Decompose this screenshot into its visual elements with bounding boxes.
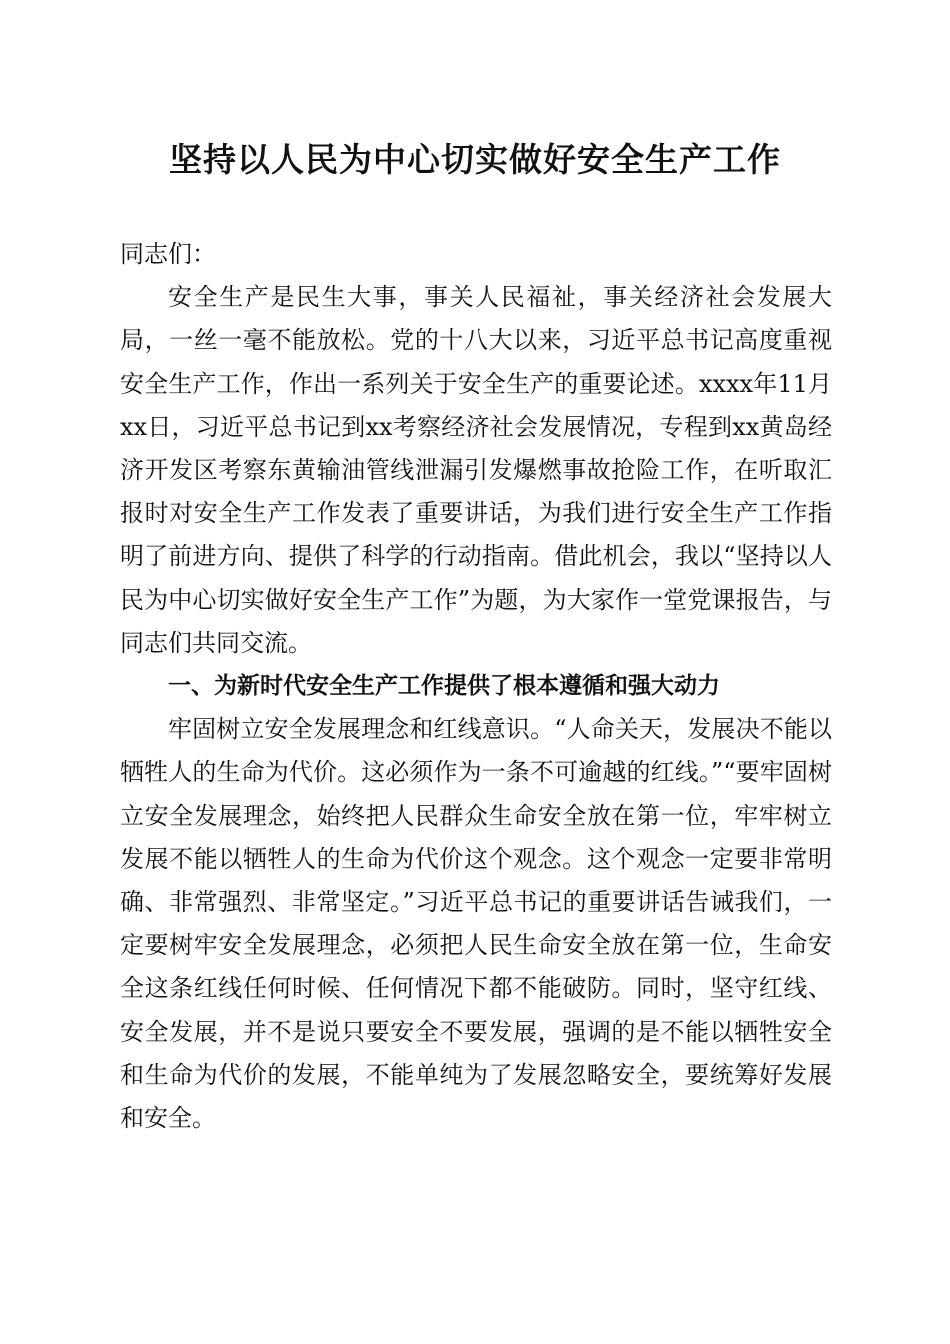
salutation: 同志们： xyxy=(120,240,216,268)
intro-paragraph: 安全生产是民生大事，事关人民福祉，事关经济社会发展大局，一丝一毫不能放松。党的十八大以来，习近平总书记高度重视安全生产工作，作出一系列关于安全生产的重要论述。xxxx年11月xx日，习近平总书记到xx考察经济社会发展情况，专程到xx黄岛经济开发区考察东黄输油管线泄漏引发爆燃事故抢险工作，在听取汇报时对安全生产工作发表了重要讲话，为我们进行安全生产工作指明了前进方向、提供了科学的行动指南。借此机会，我以“坚持以人民为中心切实做好安全生产工作”为题，为大家作一堂党课报告，与同志们共同交流。 xyxy=(120,283,832,657)
document-body xyxy=(120,233,832,1140)
section-heading: 一、为新时代安全生产工作提供了根本遵循和强大动力 xyxy=(168,673,720,700)
document-title: 坚持以人民为中心切实做好安全生产工作 xyxy=(169,140,781,179)
section-paragraph: 牢固树立安全发展理念和红线意识。“人命关天，发展决不能以牺牲人的生命为代价。这必须作为一条不可逾越的红线。”“要牢固树立安全发展理念，始终把人民群众生命安全放在第一位，牢牢树立发展不能以牺牲人的生命为代价这个观念。这个观念一定要非常明确、非常强烈、非常坚定。”习近平总书记的重要讲话告诫我们，一定要树牢安全发展理念，必须把人民生命安全放在第一位，生命安全这条红线任何时候、任何情况下都不能破防。同时，坚守红线、安全发展，并不是说只要安全不要发展，强调的是不能以牺牲安全和生命为代价的发展，不能单纯为了发展忽略安全，要统筹好发展和安全。 xyxy=(120,715,832,1133)
